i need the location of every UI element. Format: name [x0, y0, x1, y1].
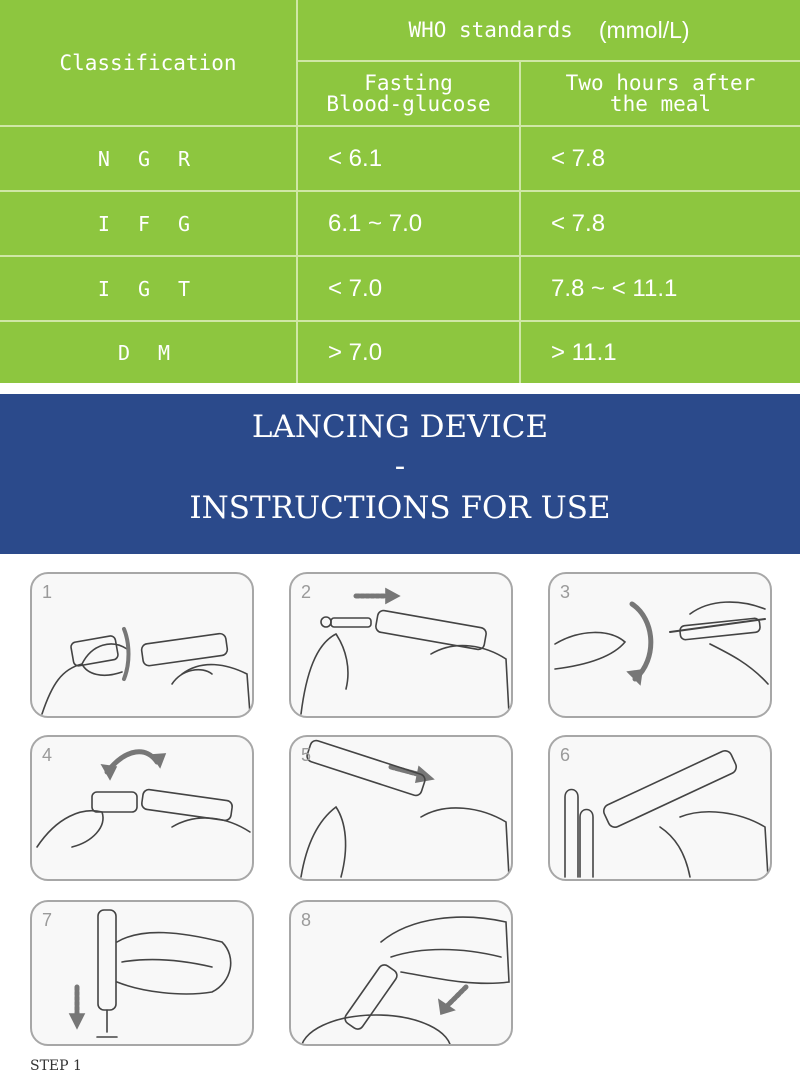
header-fasting-line1: Fasting: [364, 70, 453, 95]
step-1-panel: [30, 572, 254, 718]
twist-off-protective-cap-illustration: [550, 574, 772, 718]
row-dm-fasting: > 7.0: [328, 338, 383, 366]
step-3-number: 3: [560, 582, 571, 602]
step-2-panel: [289, 572, 513, 718]
banner-separator: -: [394, 448, 406, 484]
header-unit: (mmol/L): [598, 16, 690, 43]
row-igt-fasting: < 7.0: [328, 274, 383, 302]
replace-cap-illustration: [32, 737, 254, 881]
header-who-label: WHO standards: [408, 18, 573, 42]
row-ngr-fasting: < 6.1: [328, 144, 383, 172]
step-8-number: 8: [301, 910, 312, 930]
row-igt-two-hours: 7.8 ~ < 11.1: [551, 274, 678, 302]
insert-lancet-illustration: [291, 574, 513, 718]
step-8-panel: [289, 900, 513, 1046]
dispose-lancet-illustration: [291, 902, 513, 1046]
step-6-number: 6: [560, 745, 571, 765]
header-two-hours-line1: Two hours after: [565, 70, 756, 95]
row-igt-classification: I G T: [97, 276, 199, 301]
header-classification: Classification: [59, 50, 237, 75]
eject-lancet-illustration: [32, 902, 254, 1046]
step-6-panel: [548, 735, 772, 881]
row-ifg-two-hours: < 7.8: [551, 209, 606, 237]
who-classification-table: [0, 0, 800, 383]
step-caption: STEP 1: [30, 1058, 82, 1074]
cock-device-illustration: [291, 737, 513, 881]
banner-subtitle: INSTRUCTIONS FOR USE: [189, 490, 611, 526]
remove-cap-illustration: [32, 574, 254, 718]
step-7-number: 7: [42, 910, 53, 930]
press-against-finger-illustration: [550, 737, 772, 881]
step-5-panel: [289, 735, 513, 881]
header-two-hours: [521, 62, 800, 125]
row-dm-classification: D M: [117, 340, 179, 365]
step-5-number: 5: [301, 745, 312, 765]
row-dm-two-hours: > 11.1: [551, 338, 617, 366]
row-ifg-classification: I F G: [97, 211, 199, 236]
step-4-panel: [30, 735, 254, 881]
header-fasting: [298, 62, 519, 125]
step-2-number: 2: [301, 582, 312, 602]
step-1-number: 1: [42, 582, 53, 602]
row-ngr-two-hours: < 7.8: [551, 144, 606, 172]
step-4-number: 4: [42, 745, 53, 765]
banner-title: LANCING DEVICE: [251, 409, 549, 445]
header-two-hours-line2: the meal: [609, 91, 712, 116]
instructions-banner: [0, 394, 800, 554]
row-ngr-classification: N G R: [97, 146, 199, 171]
header-who-standards: [298, 0, 800, 60]
step-3-panel: [548, 572, 772, 718]
row-ifg-fasting: 6.1 ~ 7.0: [328, 209, 423, 237]
header-fasting-line2: Blood-glucose: [326, 91, 491, 116]
step-7-panel: [30, 900, 254, 1046]
